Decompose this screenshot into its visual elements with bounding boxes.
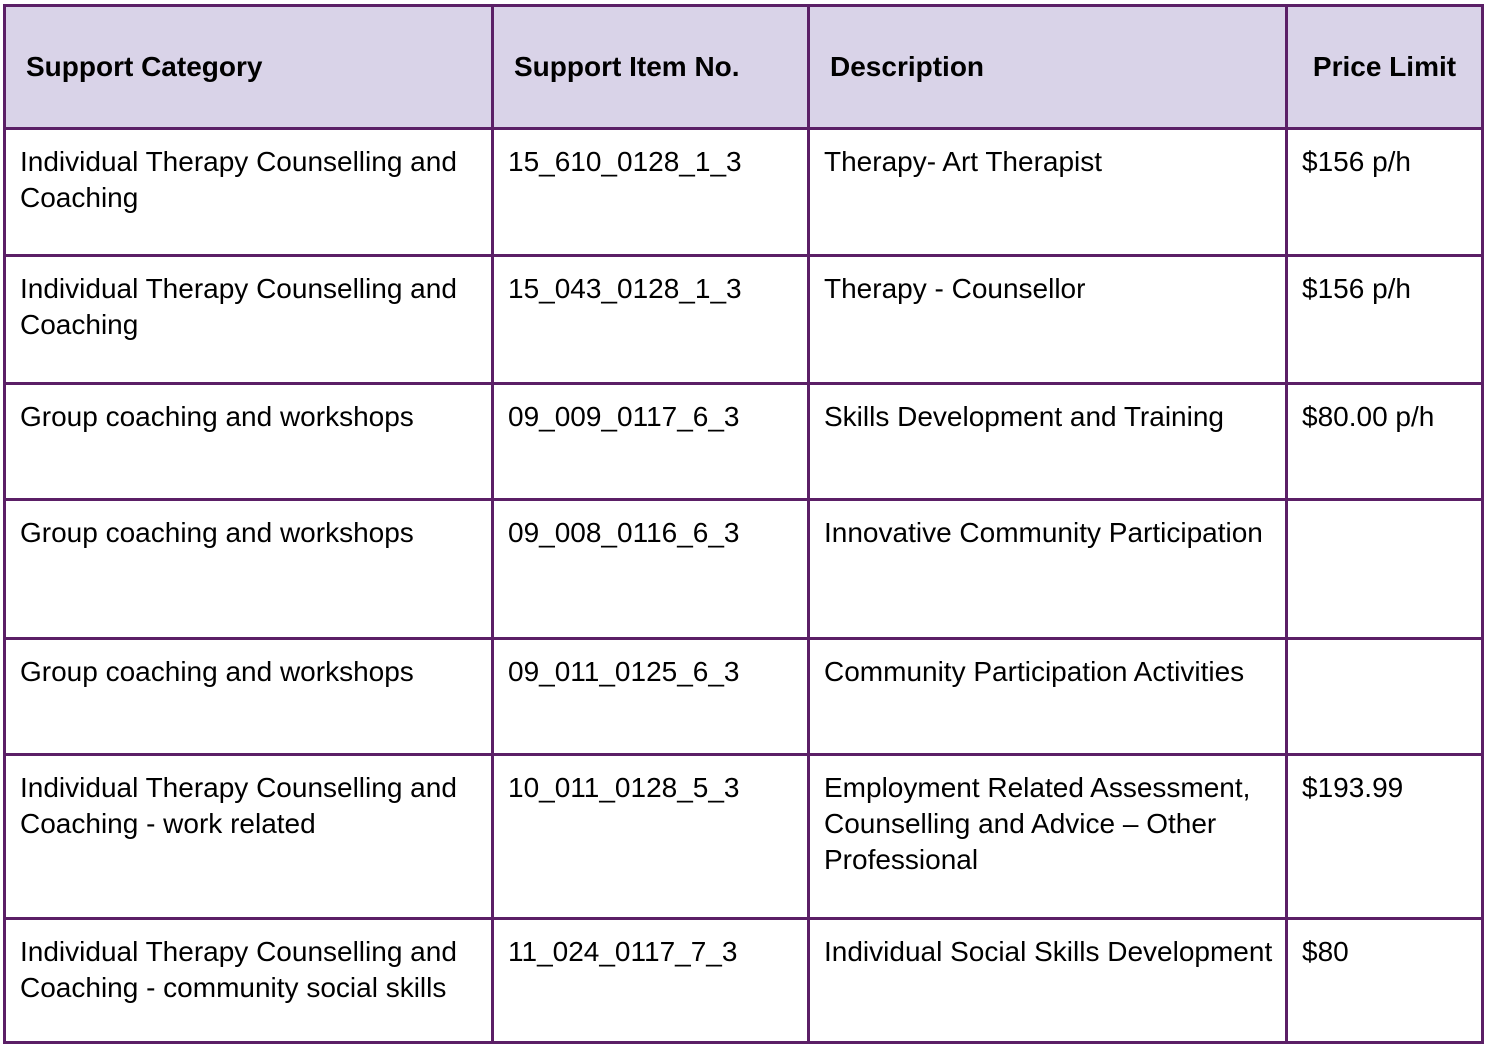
cell-description: Employment Related Assessment, Counselling and Advice – Other Professional [809,755,1287,919]
cell-price-limit: $80.00 p/h [1287,384,1483,500]
cell-description: Community Participation Activities [809,639,1287,755]
table-row [5,755,1483,919]
cell-description: Therapy - Counsellor [809,256,1287,384]
table-row [5,500,1483,639]
cell-support-category: Individual Therapy Counselling and Coaching - work related [5,755,493,919]
cell-description: Innovative Community Participation [809,500,1287,639]
cell-support-item-no: 15_610_0128_1_3 [493,129,809,256]
cell-price-limit [1287,639,1483,755]
header-price-limit: Price Limit [1287,6,1483,129]
header-support-category: Support Category [5,6,493,129]
cell-support-item-no: 11_024_0117_7_3 [493,919,809,1043]
table-row [5,384,1483,500]
cell-support-category: Individual Therapy Counselling and Coaching [5,129,493,256]
cell-support-item-no: 09_011_0125_6_3 [493,639,809,755]
cell-price-limit: $193.99 [1287,755,1483,919]
header-description: Description [809,6,1287,129]
cell-description: Individual Social Skills Development [809,919,1287,1043]
table-row [5,129,1483,256]
table-row [5,256,1483,384]
cell-support-category: Individual Therapy Counselling and Coaching [5,256,493,384]
cell-support-category: Individual Therapy Counselling and Coaching - community social skills [5,919,493,1043]
cell-support-item-no: 09_009_0117_6_3 [493,384,809,500]
cell-price-limit [1287,500,1483,639]
cell-support-item-no: 09_008_0116_6_3 [493,500,809,639]
support-items-table [3,4,1484,1044]
cell-price-limit: $156 p/h [1287,256,1483,384]
cell-description: Therapy- Art Therapist [809,129,1287,256]
cell-description: Skills Development and Training [809,384,1287,500]
cell-price-limit: $80 [1287,919,1483,1043]
cell-support-item-no: 10_011_0128_5_3 [493,755,809,919]
cell-support-category: Group coaching and workshops [5,500,493,639]
cell-support-category: Group coaching and workshops [5,384,493,500]
cell-price-limit: $156 p/h [1287,129,1483,256]
cell-support-item-no: 15_043_0128_1_3 [493,256,809,384]
header-support-item-no: Support Item No. [493,6,809,129]
table-header-row [5,6,1483,129]
table-row [5,919,1483,1043]
cell-support-category: Group coaching and workshops [5,639,493,755]
table-row [5,639,1483,755]
